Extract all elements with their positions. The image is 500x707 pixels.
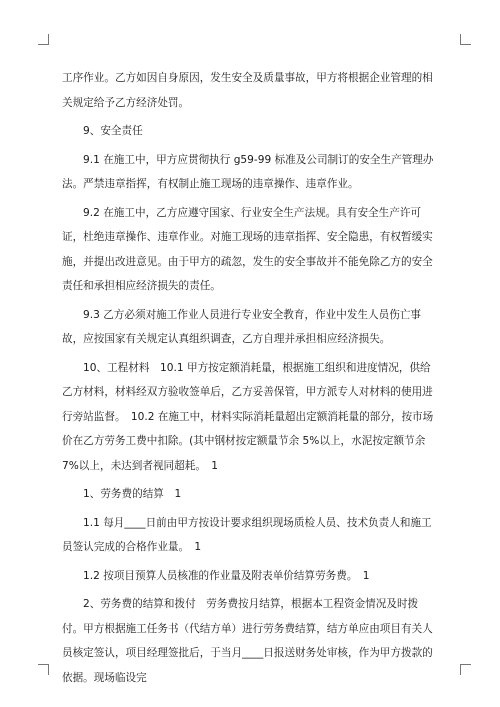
crop-mark-top-right [460, 34, 471, 45]
paragraph: 9.1 在施工中，甲方应贯彻执行 g59-99 标准及公司制订的安全生产管理办法。严禁违章指挥，有权制止施工现场的违章操作、违章作业。 [62, 153, 434, 190]
crop-mark-top-left [38, 34, 49, 45]
paragraph: 9.2 在施工中，乙方应遵守国家、行业安全生产法规。具有安全生产许可证，杜绝违章操作、违章作业。对施工现场的违章指挥、安全隐患，有权暂缓实施，并提出改进意见。由于甲方的疏忽，发生的安全事故并不能免除乙方的安全责任和承担相应经济损失的责任。 [62, 206, 433, 292]
section-heading: 9、安全责任 [83, 125, 143, 137]
paragraph: 10、工程材料 10.1 甲方按定额消耗量，根据施工组织和进度情况，供给乙方材料，材料经双方验收签单后，乙方妥善保管，甲方派专人对材料的使用进行旁站监督。 10.2 在施工中，材料实际消耗量超出定额消耗量的部分，按市场价在乙方劳务工费中扣除。(其中钢材按定额量节余 5%以上，水泥按定额节余 7%以上，未达到者视同超耗。 1 [62, 361, 434, 472]
paragraph: 工序作业。乙方如因自身原因，发生安全及质量事故，甲方将根据企业管理的相关规定给予乙方经济处罚。 [62, 72, 433, 109]
paragraph: 1.2 按项目预算人员核准的作业量及附表单价结算劳务费。 1 [83, 569, 370, 582]
crop-mark-bottom-right [460, 664, 471, 675]
paragraph: 1.1 每月____日前由甲方按设计要求组织现场质检人员、技术负责人和施工员签认完成的合格作业量。 1 [62, 516, 432, 553]
section-heading: 1、劳务费的结算 1 [83, 488, 182, 500]
paragraph: 9.3 乙方必须对施工作业人员进行专业安全教育，作业中发生人员伤亡事故，应按国家有关规定认真组织调查，乙方自理并承担相应经济损失。 [62, 308, 422, 345]
paragraph: 2、劳务费的结算和拨付 劳务费按月结算，根据本工程资金情况及时拨付。甲方根据施工任务书（代结方单）进行劳务费结算，结方单应由项目有关人员核定签认，项目经理签批后，于当月____日报送财务处审核，作为甲方拨款的依据。现场临设完 [62, 598, 433, 684]
document-body [62, 66, 438, 694]
crop-mark-bottom-left [38, 664, 49, 675]
